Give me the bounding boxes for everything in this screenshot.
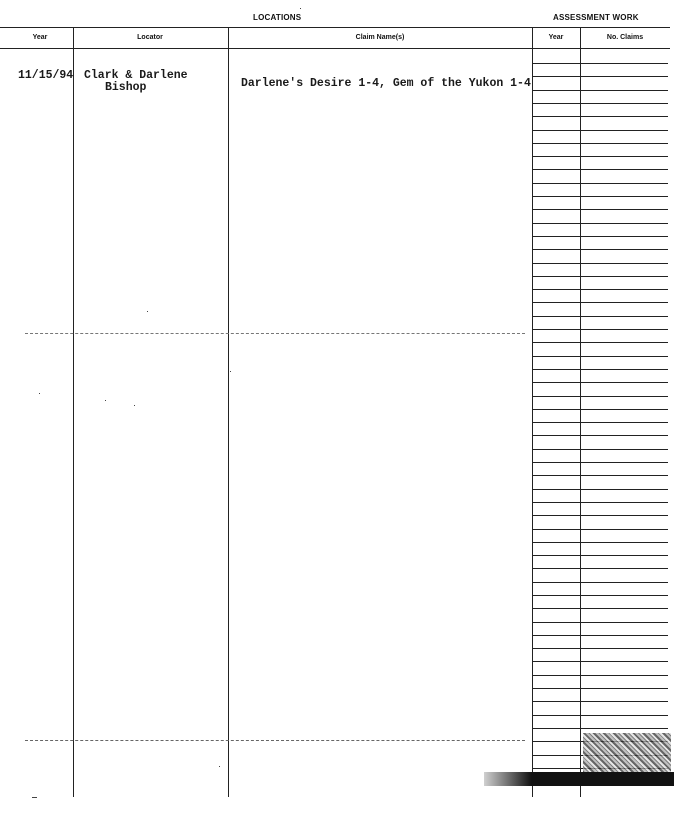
assessment-row-line (532, 223, 668, 224)
assessment-row-line (532, 728, 668, 729)
assessment-row-line (532, 276, 668, 277)
assessment-row-line (532, 542, 668, 543)
entry-claim-names: Darlene's Desire 1-4, Gem of the Yukon 1-4 (241, 77, 531, 90)
assessment-row-line (532, 489, 668, 490)
scan-speck (134, 405, 135, 406)
assessment-row-line (532, 369, 668, 370)
assessment-row-line (532, 635, 668, 636)
scan-artifact-line (25, 333, 525, 334)
assessment-row-line (532, 356, 668, 357)
assessment-row-line (532, 515, 668, 516)
assessment-row-line (532, 169, 668, 170)
assessment-row-line (532, 715, 668, 716)
assessment-row-line (532, 76, 668, 77)
top-rule (0, 27, 670, 28)
assessment-row-line (532, 529, 668, 530)
assessment-row-line (532, 582, 668, 583)
scan-speck (39, 393, 40, 394)
assessment-row-line (532, 502, 668, 503)
column-header-claim-names: Claim Name(s) (355, 34, 405, 41)
assessment-row-line (532, 249, 668, 250)
scan-speck (219, 766, 220, 767)
assessment-row-line (532, 648, 668, 649)
entry-locator-line1: Clark & Darlene (84, 69, 188, 82)
assessment-row-line (532, 382, 668, 383)
column-header-year: Year (32, 34, 48, 41)
scan-speck (147, 311, 148, 312)
assessment-row-line (532, 595, 668, 596)
assessment-row-line (532, 63, 668, 64)
scan-speck (300, 8, 301, 9)
divider-year-locator (73, 27, 74, 797)
assessment-row-line (532, 316, 668, 317)
assessment-row-line (532, 568, 668, 569)
column-header-assessment-year: Year (548, 34, 564, 41)
scan-artifact-line (25, 740, 525, 741)
assessment-row-line (532, 130, 668, 131)
column-header-locator: Locator (137, 34, 163, 41)
assessment-row-line (532, 209, 668, 210)
assessment-row-line (532, 555, 668, 556)
assessment-row-line (532, 422, 668, 423)
scan-noise-patch (583, 733, 671, 773)
assessment-row-line (532, 342, 668, 343)
assessment-row-line (532, 302, 668, 303)
assessment-row-line (532, 409, 668, 410)
divider-locator-claims (228, 27, 229, 797)
scan-speck (105, 400, 106, 401)
assessment-work-heading: ASSESSMENT WORK (553, 13, 639, 22)
locations-heading: LOCATIONS (253, 13, 302, 22)
assessment-row-line (532, 661, 668, 662)
assessment-row-line (532, 475, 668, 476)
assessment-row-line (532, 103, 668, 104)
assessment-row-line (532, 622, 668, 623)
assessment-row-line (532, 289, 668, 290)
scan-dark-band (484, 772, 674, 786)
assessment-row-line (532, 688, 668, 689)
assessment-row-line (532, 156, 668, 157)
assessment-row-line (532, 143, 668, 144)
assessment-row-line (532, 183, 668, 184)
assessment-row-line (532, 675, 668, 676)
assessment-row-line (532, 329, 668, 330)
header-rule (0, 48, 670, 49)
assessment-row-line (532, 196, 668, 197)
assessment-row-line (532, 263, 668, 264)
assessment-row-line (532, 116, 668, 117)
scan-speck (230, 371, 231, 372)
assessment-row-line (532, 90, 668, 91)
column-header-no-claims: No. Claims (606, 34, 644, 41)
assessment-row-line (532, 435, 668, 436)
entry-year: 11/15/94 (18, 69, 74, 82)
assessment-row-line (532, 701, 668, 702)
assessment-row-line (532, 608, 668, 609)
scan-speck (32, 797, 37, 798)
assessment-row-line (532, 462, 668, 463)
assessment-row-line (532, 236, 668, 237)
assessment-row-line (532, 396, 668, 397)
assessment-row-line (532, 449, 668, 450)
entry-locator-line2: Bishop (105, 81, 147, 94)
